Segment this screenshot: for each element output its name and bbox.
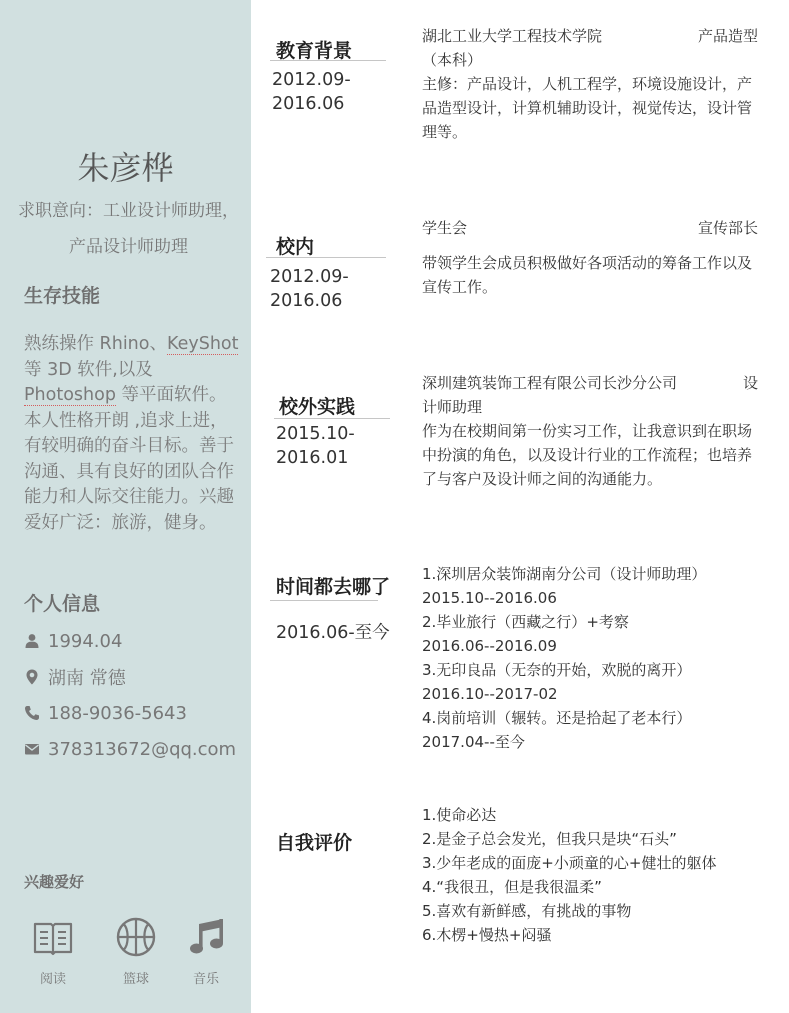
skills-text [24, 332, 240, 536]
self-eval-title: 自我评价 [276, 832, 353, 854]
timeline-title: 时间都去哪了 [276, 576, 391, 598]
location-value: 湖南 常德 [48, 668, 126, 689]
info-phone [24, 699, 187, 727]
objective-line-2: 产品设计师助理 [69, 237, 188, 257]
list-item: 1.深圳居众装饰湖南分公司（设计师助理） [422, 565, 707, 583]
list-item: 2.是金子总会发光，但我只是块“石头” [422, 830, 677, 848]
campus-org: 学生会 [422, 219, 468, 237]
birth-value: 1994.04 [48, 630, 123, 652]
campus-desc: 带领学生会成员积极做好各项活动的筹备工作以及宣传工作。 [422, 254, 753, 296]
skills-title: 生存技能 [24, 285, 101, 307]
job-objective [6, 193, 251, 265]
music-note-icon [185, 916, 227, 958]
practice-company: 深圳建筑装饰工程有限公司长沙分公司 [422, 374, 678, 392]
email-value: 378313672@qq.com [48, 738, 237, 760]
skills-text-part: 等 3D 软件,以及 [24, 359, 153, 380]
skills-photoshop: Photoshop [24, 385, 116, 405]
location-pin-icon [24, 669, 40, 685]
self-eval-list [422, 803, 758, 947]
hobby-basketball [106, 916, 166, 987]
skills-keyshot: KeyShot [166, 334, 239, 354]
skills-text-part: 熟练操作 Rhino、 [24, 334, 167, 354]
info-email [24, 735, 236, 763]
list-item: 2016.10--2017-02 [422, 685, 558, 703]
timeline-list [422, 562, 758, 754]
hobby-title: 兴趣爱好 [24, 873, 85, 891]
phone-value: 188-9036-5643 [48, 702, 187, 724]
practice-desc: 作为在校期间第一份实习工作，让我意识到在职场中扮演的角色，以及设计行业的工作流程；也培养了与客户及设计师之间的沟通能力。 [422, 422, 753, 488]
practice-role-part: 设 [742, 374, 758, 392]
list-item: 2016.06--2016.09 [422, 637, 557, 655]
info-location [24, 663, 126, 691]
sidebar [0, 0, 251, 1013]
campus-title: 校内 [276, 236, 315, 258]
list-item: 5.喜欢有新鲜感，有挑战的事物 [422, 902, 632, 920]
hobby-reading [23, 916, 83, 987]
education-header [422, 24, 758, 48]
list-item: 1.使命必达 [422, 806, 497, 824]
education-content [422, 24, 758, 144]
practice-date: 2015.10-2016.01 [276, 424, 355, 468]
list-item: 4.“我很丑，但是我很温柔” [422, 878, 602, 896]
list-item: 2017.04--至今 [422, 733, 525, 751]
skills-text-part: 等平面软件。本人性格开朗 ,追求上进，有较明确的奋斗目标。善于沟通、具有良好的团队合作能力和人际交往能力。兴趣爱好广泛：旅游，健身。 [24, 385, 234, 533]
candidate-name: 朱彦桦 [77, 149, 174, 187]
education-title: 教育背景 [276, 40, 353, 62]
campus-date: 2012.09-2016.06 [270, 267, 349, 311]
practice-header [422, 371, 758, 395]
list-item: 3.少年老成的面庞+小顽童的心+健壮的躯体 [422, 854, 717, 872]
phone-icon [24, 705, 40, 721]
practice-role-part: 计师助理 [422, 398, 483, 416]
info-title: 个人信息 [24, 593, 101, 615]
campus-header [422, 216, 758, 240]
hobby-music [176, 916, 236, 987]
school-name: 湖北工业大学工程技术学院 [422, 27, 603, 45]
info-birth [24, 627, 122, 655]
campus-content [422, 216, 758, 299]
envelope-icon [24, 741, 40, 757]
campus-role: 宣传部长 [697, 219, 758, 237]
practice-title-underline [274, 418, 390, 419]
timeline-title-underline [270, 600, 378, 601]
timeline-date: 2016.06-至今 [276, 623, 390, 643]
education-date: 2012.09-2016.06 [272, 70, 351, 114]
book-icon [32, 916, 74, 958]
education-title-underline [270, 60, 386, 61]
degree: （本科） [422, 51, 483, 69]
practice-title: 校外实践 [279, 396, 356, 418]
campus-title-underline [266, 257, 386, 258]
list-item: 4.岗前培训（辗转。还是拾起了老本行） [422, 709, 692, 727]
hobby-label: 篮球 [122, 972, 149, 987]
hobby-label: 音乐 [192, 972, 219, 987]
major: 产品造型 [697, 27, 758, 45]
person-icon [24, 633, 40, 649]
list-item: 3.无印良品（无奈的开始，欢脱的离开） [422, 661, 692, 679]
list-item: 2015.10--2016.06 [422, 589, 557, 607]
list-item: 6.木楞+慢热+闷骚 [422, 926, 552, 944]
hobby-label: 阅读 [39, 972, 66, 987]
practice-content [422, 371, 758, 491]
list-item: 2.毕业旅行（西藏之行）+考察 [422, 613, 629, 631]
objective-line-1: 求职意向：工业设计师助理， [18, 201, 239, 221]
basketball-icon [115, 916, 157, 958]
education-desc: 主修：产品设计，人机工程学，环境设施设计，产品造型设计，计算机辅助设计，视觉传达，设计管理等。 [422, 75, 753, 141]
